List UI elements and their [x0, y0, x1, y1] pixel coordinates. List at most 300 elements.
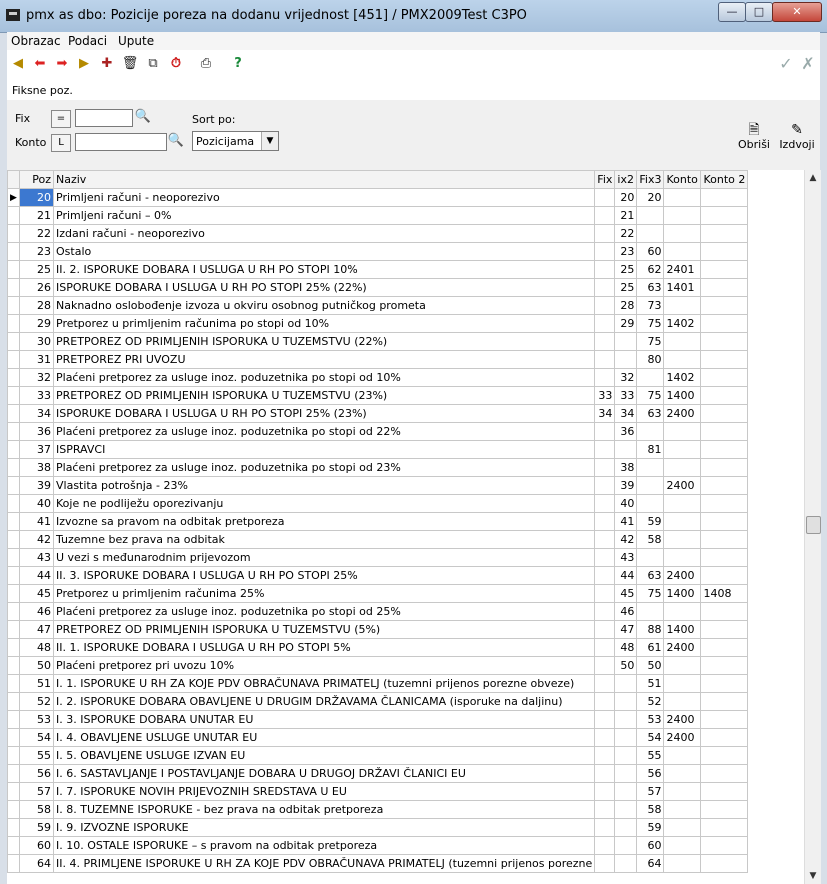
- cell-poz[interactable]: 46: [20, 603, 54, 621]
- scroll-up-icon[interactable]: ▲: [809, 173, 817, 183]
- table-row[interactable]: [8, 423, 748, 441]
- cell-fix3[interactable]: 57: [637, 783, 664, 801]
- cell-naziv[interactable]: Izvozne sa pravom na odbitak pretporeza: [54, 513, 595, 531]
- table-row[interactable]: [8, 747, 748, 765]
- cell-konto2[interactable]: [701, 783, 748, 801]
- cell-fix[interactable]: [595, 819, 615, 837]
- cell-poz[interactable]: 23: [20, 243, 54, 261]
- cell-konto2[interactable]: [701, 477, 748, 495]
- cell-fix3[interactable]: [637, 225, 664, 243]
- table-row[interactable]: [8, 315, 748, 333]
- cell-konto[interactable]: 1400: [664, 621, 701, 639]
- cell-konto[interactable]: [664, 783, 701, 801]
- row-indicator[interactable]: [8, 693, 20, 711]
- cell-fix[interactable]: [595, 477, 615, 495]
- cell-fix3[interactable]: 80: [637, 351, 664, 369]
- cell-konto[interactable]: 1400: [664, 387, 701, 405]
- print-icon[interactable]: ⎙: [200, 56, 212, 71]
- cell-poz[interactable]: 20: [20, 189, 54, 207]
- row-indicator[interactable]: [8, 819, 20, 837]
- menu-upute[interactable]: Upute: [118, 34, 155, 48]
- cell-fix3[interactable]: [637, 549, 664, 567]
- fix-operator-button[interactable]: =: [51, 110, 71, 128]
- cell-konto2[interactable]: [701, 225, 748, 243]
- cell-fix[interactable]: [595, 747, 615, 765]
- cell-konto[interactable]: 2400: [664, 405, 701, 423]
- cell-fix3[interactable]: 75: [637, 333, 664, 351]
- row-indicator[interactable]: [8, 747, 20, 765]
- next-record-icon[interactable]: ➡: [56, 56, 68, 71]
- table-row[interactable]: [8, 783, 748, 801]
- row-indicator[interactable]: [8, 333, 20, 351]
- obrisi-button[interactable]: [734, 122, 774, 151]
- cell-fix3[interactable]: 61: [637, 639, 664, 657]
- cell-naziv[interactable]: Primljeni računi – 0%: [54, 207, 595, 225]
- cell-poz[interactable]: 29: [20, 315, 54, 333]
- cell-ix2[interactable]: 43: [615, 549, 637, 567]
- cell-konto2[interactable]: [701, 495, 748, 513]
- row-indicator[interactable]: [8, 459, 20, 477]
- cell-konto[interactable]: [664, 657, 701, 675]
- cell-naziv[interactable]: U vezi s međunarodnim prijevozom: [54, 549, 595, 567]
- cell-poz[interactable]: 28: [20, 297, 54, 315]
- cell-poz[interactable]: 52: [20, 693, 54, 711]
- cell-ix2[interactable]: 40: [615, 495, 637, 513]
- cell-fix3[interactable]: 64: [637, 855, 664, 873]
- table-row[interactable]: [8, 675, 748, 693]
- row-indicator[interactable]: [8, 315, 20, 333]
- last-record-icon[interactable]: ▶: [79, 56, 89, 71]
- cell-konto2[interactable]: [701, 369, 748, 387]
- cell-fix3[interactable]: 50: [637, 657, 664, 675]
- cell-naziv[interactable]: I. 7. ISPORUKE NOVIH PRIJEVOZNIH SREDSTAVA U EU: [54, 783, 595, 801]
- cell-naziv[interactable]: Tuzemne bez prava na odbitak: [54, 531, 595, 549]
- cell-fix3[interactable]: [637, 495, 664, 513]
- cell-naziv[interactable]: PRETPOREZ OD PRIMLJENIH ISPORUKA U TUZEMSTVU (5%): [54, 621, 595, 639]
- cell-konto2[interactable]: [701, 567, 748, 585]
- cell-fix[interactable]: [595, 621, 615, 639]
- cell-konto[interactable]: [664, 693, 701, 711]
- cell-poz[interactable]: 50: [20, 657, 54, 675]
- cell-ix2[interactable]: [615, 693, 637, 711]
- table-row[interactable]: [8, 333, 748, 351]
- cell-poz[interactable]: 54: [20, 729, 54, 747]
- cell-fix[interactable]: 33: [595, 387, 615, 405]
- tab-fiksne-poz[interactable]: Fiksne poz.: [12, 84, 73, 97]
- table-row[interactable]: [8, 801, 748, 819]
- cell-fix3[interactable]: 53: [637, 711, 664, 729]
- cell-fix[interactable]: [595, 207, 615, 225]
- cell-naziv[interactable]: PRETPOREZ PRI UVOZU: [54, 351, 595, 369]
- cell-naziv[interactable]: PRETPOREZ OD PRIMLJENIH ISPORUKA U TUZEMSTVU (22%): [54, 333, 595, 351]
- cell-poz[interactable]: 42: [20, 531, 54, 549]
- confirm-icon[interactable]: ✓: [779, 54, 793, 73]
- cell-poz[interactable]: 34: [20, 405, 54, 423]
- cell-konto2[interactable]: [701, 837, 748, 855]
- cell-fix3[interactable]: 63: [637, 279, 664, 297]
- cell-fix[interactable]: [595, 333, 615, 351]
- row-indicator[interactable]: [8, 405, 20, 423]
- cell-poz[interactable]: 44: [20, 567, 54, 585]
- cell-poz[interactable]: 51: [20, 675, 54, 693]
- cell-fix[interactable]: [595, 243, 615, 261]
- cell-fix[interactable]: [595, 513, 615, 531]
- column-header-fix[interactable]: Fix: [595, 171, 615, 189]
- row-indicator[interactable]: [8, 423, 20, 441]
- cell-ix2[interactable]: 46: [615, 603, 637, 621]
- cell-fix[interactable]: 34: [595, 405, 615, 423]
- cell-fix[interactable]: [595, 423, 615, 441]
- cell-naziv[interactable]: Plaćeni pretporez za usluge inoz. poduzetnika po stopi od 25%: [54, 603, 595, 621]
- vertical-scrollbar[interactable]: [804, 170, 821, 884]
- cell-naziv[interactable]: Plaćeni pretporez pri uvozu 10%: [54, 657, 595, 675]
- row-indicator[interactable]: [8, 351, 20, 369]
- table-row[interactable]: [8, 639, 748, 657]
- cell-konto[interactable]: [664, 495, 701, 513]
- table-row[interactable]: [8, 243, 748, 261]
- cell-konto2[interactable]: [701, 423, 748, 441]
- cell-ix2[interactable]: [615, 711, 637, 729]
- cell-poz[interactable]: 43: [20, 549, 54, 567]
- cell-ix2[interactable]: 34: [615, 405, 637, 423]
- cell-fix[interactable]: [595, 441, 615, 459]
- column-header-ix2[interactable]: ix2: [615, 171, 637, 189]
- cell-poz[interactable]: 64: [20, 855, 54, 873]
- table-row[interactable]: [8, 207, 748, 225]
- cell-fix3[interactable]: [637, 207, 664, 225]
- cell-konto[interactable]: [664, 837, 701, 855]
- scroll-down-icon[interactable]: ▼: [809, 871, 817, 881]
- cell-fix3[interactable]: 55: [637, 747, 664, 765]
- cell-fix3[interactable]: [637, 477, 664, 495]
- row-indicator[interactable]: [8, 801, 20, 819]
- row-indicator[interactable]: [8, 279, 20, 297]
- cell-poz[interactable]: 45: [20, 585, 54, 603]
- cell-poz[interactable]: 53: [20, 711, 54, 729]
- cell-konto[interactable]: 1400: [664, 585, 701, 603]
- cell-fix[interactable]: [595, 495, 615, 513]
- cell-fix[interactable]: [595, 315, 615, 333]
- cell-naziv[interactable]: Plaćeni pretporez za usluge inoz. poduzetnika po stopi od 22%: [54, 423, 595, 441]
- cell-fix3[interactable]: 58: [637, 801, 664, 819]
- cell-poz[interactable]: 58: [20, 801, 54, 819]
- row-indicator[interactable]: [8, 765, 20, 783]
- cell-naziv[interactable]: I. 3. ISPORUKE DOBARA UNUTAR EU: [54, 711, 595, 729]
- cell-konto2[interactable]: [701, 513, 748, 531]
- first-record-icon[interactable]: ◀: [13, 56, 23, 71]
- cell-poz[interactable]: 25: [20, 261, 54, 279]
- cell-konto[interactable]: [664, 513, 701, 531]
- row-indicator[interactable]: [8, 549, 20, 567]
- cell-ix2[interactable]: 22: [615, 225, 637, 243]
- cell-ix2[interactable]: 20: [615, 189, 637, 207]
- cell-naziv[interactable]: Ostalo: [54, 243, 595, 261]
- row-indicator[interactable]: [8, 837, 20, 855]
- cell-ix2[interactable]: 25: [615, 261, 637, 279]
- table-row[interactable]: [8, 729, 748, 747]
- cell-konto[interactable]: [664, 189, 701, 207]
- cell-poz[interactable]: 59: [20, 819, 54, 837]
- row-indicator[interactable]: [8, 855, 20, 873]
- cell-fix[interactable]: [595, 549, 615, 567]
- cell-fix3[interactable]: 60: [637, 837, 664, 855]
- row-indicator[interactable]: [8, 567, 20, 585]
- cell-naziv[interactable]: ISPRAVCI: [54, 441, 595, 459]
- cell-naziv[interactable]: II. 4. PRIMLJENE ISPORUKE U RH ZA KOJE PDV OBRAČUNAVA PRIMATELJ (tuzemni prijenos porezne: [54, 855, 595, 873]
- cell-fix3[interactable]: [637, 369, 664, 387]
- cell-ix2[interactable]: [615, 333, 637, 351]
- table-row[interactable]: [8, 693, 748, 711]
- cell-konto2[interactable]: [701, 243, 748, 261]
- table-row[interactable]: [8, 189, 748, 207]
- cell-ix2[interactable]: 23: [615, 243, 637, 261]
- cell-poz[interactable]: 39: [20, 477, 54, 495]
- cell-konto2[interactable]: [701, 207, 748, 225]
- cell-konto2[interactable]: [701, 261, 748, 279]
- cell-fix[interactable]: [595, 585, 615, 603]
- cell-poz[interactable]: 41: [20, 513, 54, 531]
- cell-fix[interactable]: [595, 711, 615, 729]
- cell-konto[interactable]: [664, 459, 701, 477]
- cell-fix[interactable]: [595, 261, 615, 279]
- cell-poz[interactable]: 30: [20, 333, 54, 351]
- cell-naziv[interactable]: ISPORUKE DOBARA I USLUGA U RH PO STOPI 25% (22%): [54, 279, 595, 297]
- cell-fix[interactable]: [595, 801, 615, 819]
- cell-poz[interactable]: 55: [20, 747, 54, 765]
- cell-konto2[interactable]: [701, 459, 748, 477]
- table-row[interactable]: [8, 585, 748, 603]
- cell-konto[interactable]: [664, 243, 701, 261]
- cell-ix2[interactable]: 29: [615, 315, 637, 333]
- delete-icon[interactable]: 🗑: [121, 56, 139, 71]
- maximize-button[interactable]: □: [745, 2, 773, 22]
- cell-konto2[interactable]: [701, 549, 748, 567]
- cell-ix2[interactable]: [615, 855, 637, 873]
- cell-ix2[interactable]: 50: [615, 657, 637, 675]
- table-row[interactable]: [8, 261, 748, 279]
- cell-fix3[interactable]: 88: [637, 621, 664, 639]
- sort-select[interactable]: [192, 131, 279, 151]
- cell-fix3[interactable]: 81: [637, 441, 664, 459]
- cell-fix[interactable]: [595, 459, 615, 477]
- cell-fix[interactable]: [595, 297, 615, 315]
- cell-konto2[interactable]: [701, 657, 748, 675]
- row-indicator[interactable]: [8, 297, 20, 315]
- cell-naziv[interactable]: II. 3. ISPORUKE DOBARA I USLUGA U RH PO STOPI 25%: [54, 567, 595, 585]
- cell-poz[interactable]: 60: [20, 837, 54, 855]
- cell-ix2[interactable]: [615, 675, 637, 693]
- cell-konto[interactable]: 2401: [664, 261, 701, 279]
- cell-naziv[interactable]: I. 5. OBAVLJENE USLUGE IZVAN EU: [54, 747, 595, 765]
- cell-naziv[interactable]: Koje ne podliježu oporezivanju: [54, 495, 595, 513]
- cell-fix[interactable]: [595, 783, 615, 801]
- chevron-down-icon[interactable]: ▼: [261, 132, 278, 150]
- cell-konto2[interactable]: [701, 603, 748, 621]
- row-indicator[interactable]: [8, 369, 20, 387]
- cell-poz[interactable]: 32: [20, 369, 54, 387]
- table-row[interactable]: [8, 387, 748, 405]
- cell-fix[interactable]: [595, 225, 615, 243]
- cell-fix[interactable]: [595, 567, 615, 585]
- cell-naziv[interactable]: I. 8. TUZEMNE ISPORUKE - bez prava na odbitak pretporeza: [54, 801, 595, 819]
- row-indicator[interactable]: [8, 477, 20, 495]
- cell-naziv[interactable]: I. 9. IZVOZNE ISPORUKE: [54, 819, 595, 837]
- cell-naziv[interactable]: Plaćeni pretporez za usluge inoz. poduzetnika po stopi od 10%: [54, 369, 595, 387]
- cell-naziv[interactable]: Vlastita potrošnja - 23%: [54, 477, 595, 495]
- cell-poz[interactable]: 37: [20, 441, 54, 459]
- cell-ix2[interactable]: 36: [615, 423, 637, 441]
- cell-konto2[interactable]: [701, 405, 748, 423]
- cell-poz[interactable]: 33: [20, 387, 54, 405]
- cell-ix2[interactable]: [615, 783, 637, 801]
- cell-ix2[interactable]: [615, 819, 637, 837]
- cell-naziv[interactable]: Plaćeni pretporez za usluge inoz. poduzetnika po stopi od 23%: [54, 459, 595, 477]
- cell-fix[interactable]: [595, 693, 615, 711]
- cell-ix2[interactable]: 47: [615, 621, 637, 639]
- cell-ix2[interactable]: [615, 747, 637, 765]
- minimize-button[interactable]: —: [718, 2, 746, 22]
- cell-poz[interactable]: 31: [20, 351, 54, 369]
- cell-konto2[interactable]: 1408: [701, 585, 748, 603]
- row-indicator[interactable]: [8, 603, 20, 621]
- current-row-indicator-icon[interactable]: ▶: [8, 189, 20, 207]
- cell-ix2[interactable]: 42: [615, 531, 637, 549]
- cell-fix3[interactable]: 60: [637, 243, 664, 261]
- cell-konto[interactable]: [664, 855, 701, 873]
- cell-poz[interactable]: 26: [20, 279, 54, 297]
- cell-poz[interactable]: 57: [20, 783, 54, 801]
- cell-naziv[interactable]: II. 2. ISPORUKE DOBARA I USLUGA U RH PO STOPI 10%: [54, 261, 595, 279]
- cell-fix3[interactable]: 73: [637, 297, 664, 315]
- help-icon[interactable]: ?: [234, 56, 242, 71]
- row-indicator[interactable]: [8, 207, 20, 225]
- cell-ix2[interactable]: 39: [615, 477, 637, 495]
- cell-konto2[interactable]: [701, 711, 748, 729]
- cell-konto[interactable]: [664, 441, 701, 459]
- cell-ix2[interactable]: [615, 801, 637, 819]
- cell-fix[interactable]: [595, 531, 615, 549]
- cell-ix2[interactable]: 28: [615, 297, 637, 315]
- cell-konto2[interactable]: [701, 675, 748, 693]
- cell-naziv[interactable]: II. 1. ISPORUKE DOBARA I USLUGA U RH PO STOPI 5%: [54, 639, 595, 657]
- row-indicator[interactable]: [8, 675, 20, 693]
- cell-naziv[interactable]: I. 6. SASTAVLJANJE I POSTAVLJANJE DOBARA U DRUGOJ DRŽAVI ČLANICI EU: [54, 765, 595, 783]
- table-row[interactable]: [8, 459, 748, 477]
- cell-fix3[interactable]: 56: [637, 765, 664, 783]
- cell-ix2[interactable]: [615, 441, 637, 459]
- cell-konto2[interactable]: [701, 621, 748, 639]
- table-row[interactable]: [8, 351, 748, 369]
- cell-konto[interactable]: 2400: [664, 477, 701, 495]
- column-header-konto2[interactable]: Konto 2: [701, 171, 748, 189]
- cell-konto2[interactable]: [701, 855, 748, 873]
- new-record-icon[interactable]: ✚: [101, 56, 113, 71]
- scroll-thumb[interactable]: [806, 516, 821, 534]
- cell-poz[interactable]: 47: [20, 621, 54, 639]
- cell-konto[interactable]: 1402: [664, 315, 701, 333]
- cell-konto2[interactable]: [701, 639, 748, 657]
- table-row[interactable]: [8, 603, 748, 621]
- cell-fix[interactable]: [595, 855, 615, 873]
- cell-konto[interactable]: 2400: [664, 567, 701, 585]
- cell-fix3[interactable]: 75: [637, 585, 664, 603]
- cell-fix3[interactable]: 52: [637, 693, 664, 711]
- cell-ix2[interactable]: 44: [615, 567, 637, 585]
- cell-konto2[interactable]: [701, 333, 748, 351]
- cell-ix2[interactable]: [615, 729, 637, 747]
- cell-naziv[interactable]: Primljeni računi - neoporezivo: [54, 189, 595, 207]
- cell-fix[interactable]: [595, 189, 615, 207]
- cell-fix[interactable]: [595, 765, 615, 783]
- cell-konto[interactable]: [664, 765, 701, 783]
- cell-konto[interactable]: 2400: [664, 729, 701, 747]
- row-indicator[interactable]: [8, 225, 20, 243]
- cell-naziv[interactable]: I. 1. ISPORUKE U RH ZA KOJE PDV OBRAČUNAVA PRIMATELJ (tuzemni prijenos porezne obveze): [54, 675, 595, 693]
- fix-search-icon[interactable]: 🔍: [134, 109, 152, 124]
- table-row[interactable]: [8, 477, 748, 495]
- cell-fix[interactable]: [595, 603, 615, 621]
- table-row[interactable]: [8, 657, 748, 675]
- konto-search-icon[interactable]: 🔍: [167, 133, 185, 148]
- table-row[interactable]: [8, 621, 748, 639]
- cell-poz[interactable]: 21: [20, 207, 54, 225]
- cell-poz[interactable]: 40: [20, 495, 54, 513]
- column-header-naziv[interactable]: Naziv: [54, 171, 595, 189]
- cell-fix3[interactable]: 63: [637, 405, 664, 423]
- cell-konto2[interactable]: [701, 819, 748, 837]
- cell-fix[interactable]: [595, 729, 615, 747]
- cell-ix2[interactable]: 45: [615, 585, 637, 603]
- row-indicator[interactable]: [8, 621, 20, 639]
- cell-fix3[interactable]: 75: [637, 315, 664, 333]
- table-row[interactable]: [8, 819, 748, 837]
- cell-konto2[interactable]: [701, 351, 748, 369]
- izdvoji-button[interactable]: [777, 122, 817, 151]
- column-header-poz[interactable]: Poz: [20, 171, 54, 189]
- cell-konto2[interactable]: [701, 297, 748, 315]
- cell-ix2[interactable]: [615, 765, 637, 783]
- cancel-icon[interactable]: ✗: [801, 54, 815, 73]
- cell-fix3[interactable]: 58: [637, 531, 664, 549]
- table-row[interactable]: [8, 369, 748, 387]
- row-indicator[interactable]: [8, 513, 20, 531]
- table-row[interactable]: [8, 567, 748, 585]
- cell-naziv[interactable]: Pretporez u primljenim računima po stopi od 10%: [54, 315, 595, 333]
- cell-fix[interactable]: [595, 837, 615, 855]
- cell-ix2[interactable]: 38: [615, 459, 637, 477]
- row-indicator[interactable]: [8, 585, 20, 603]
- cell-poz[interactable]: 48: [20, 639, 54, 657]
- cell-fix[interactable]: [595, 369, 615, 387]
- row-indicator[interactable]: [8, 531, 20, 549]
- table-row[interactable]: [8, 837, 748, 855]
- cell-ix2[interactable]: 25: [615, 279, 637, 297]
- table-row[interactable]: [8, 441, 748, 459]
- cell-fix[interactable]: [595, 675, 615, 693]
- cell-konto[interactable]: [664, 333, 701, 351]
- cell-fix3[interactable]: 75: [637, 387, 664, 405]
- cell-poz[interactable]: 56: [20, 765, 54, 783]
- column-header-fix3[interactable]: Fix3: [637, 171, 664, 189]
- menu-obrazac[interactable]: Obrazac: [11, 34, 61, 48]
- cell-konto[interactable]: [664, 603, 701, 621]
- copy-icon[interactable]: ⧉: [148, 56, 158, 71]
- cell-poz[interactable]: 22: [20, 225, 54, 243]
- cell-konto[interactable]: 2400: [664, 711, 701, 729]
- row-indicator[interactable]: [8, 657, 20, 675]
- cell-konto[interactable]: 1402: [664, 369, 701, 387]
- cell-poz[interactable]: 36: [20, 423, 54, 441]
